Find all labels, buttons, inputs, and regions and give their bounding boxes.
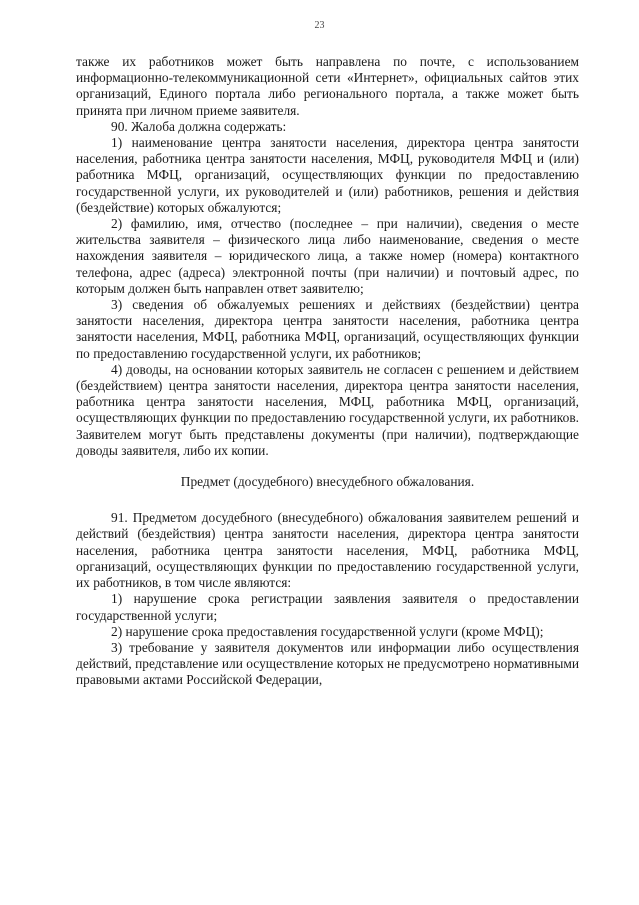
paragraph-item-1: 1) наименование центра занятости населения, директора центра занятости населения, работника центра занятости населения, МФЦ, руководителя МФЦ и (или) работника МФЦ, организаций, осуществляющих функции по предоставлению государственной услуги, их руководителей и (или) работников, решения и действия (бездействие) которых обжалуются; [76,135,579,215]
paragraph-item-1: 1) нарушение срока регистрации заявления заявителя о предоставлении государственной услуги; [76,591,579,623]
paragraph-continuation: также их работников может быть направлена по почте, с использованием информационно-телекоммуникационной сети «Интернет», официальных сайтов этих организаций, Единого портала либо регионального портала, а также может быть принята при личном приеме заявителя. [76,54,579,118]
paragraph-clause-90: 90. Жалоба должна содержать: [111,118,287,134]
page-number: 23 [314,20,325,31]
paragraph-clause-91: 91. Предметом досудебного (внесудебного) обжалования заявителем решений и действий (бездействия) центра занятости населения, директора центра занятости населения, работника центра занятости населения, МФЦ, работника МФЦ, организаций, осуществляющих функции по предоставлению государственной услуги, их работников, в том числе являются: [76,510,579,591]
document-body [76,54,579,689]
paragraph-item-2: 2) фамилию, имя, отчество (последнее – при наличии), сведения о месте жительства заявителя – физического лица либо наименование, сведения о месте нахождения заявителя – юридического лица, а также номер (номера) контактного телефона, адрес (адреса) электронной почты (при наличии) и почтовый адрес, по которым должен быть направлен ответ заявителю; [76,216,579,296]
paragraph-item-2: 2) нарушение срока предоставления государственной услуги (кроме МФЦ); [111,623,544,639]
section-heading: Предмет (досудебного) внесудебного обжалования. [180,474,475,490]
paragraph-item-4: 4) доводы, на основании которых заявитель не согласен с решением и действием (бездействием) центра занятости населения, директора центра занятости населения, работника центра занятости населения, МФЦ, работника МФЦ, организаций, осуществляющих функции по предоставлению государственной услуги, их работников. Заявителем могут быть представлены документы (при наличии), подтверждающие доводы заявителя, либо их копии. [76,361,579,458]
paragraph-item-3: 3) сведения об обжалуемых решениях и действиях (бездействии) центра занятости населения, директора центра занятости населения, работника центра занятости населения, МФЦ, работника МФЦ, организаций, осуществляющих функции по предоставлению государственной услуги, их работников; [76,297,579,361]
paragraph-item-3: 3) требование у заявителя документов или информации либо осуществления действий, представление или осуществление которых не предусмотрено нормативными правовыми актами Российской Федерации, [76,639,579,688]
